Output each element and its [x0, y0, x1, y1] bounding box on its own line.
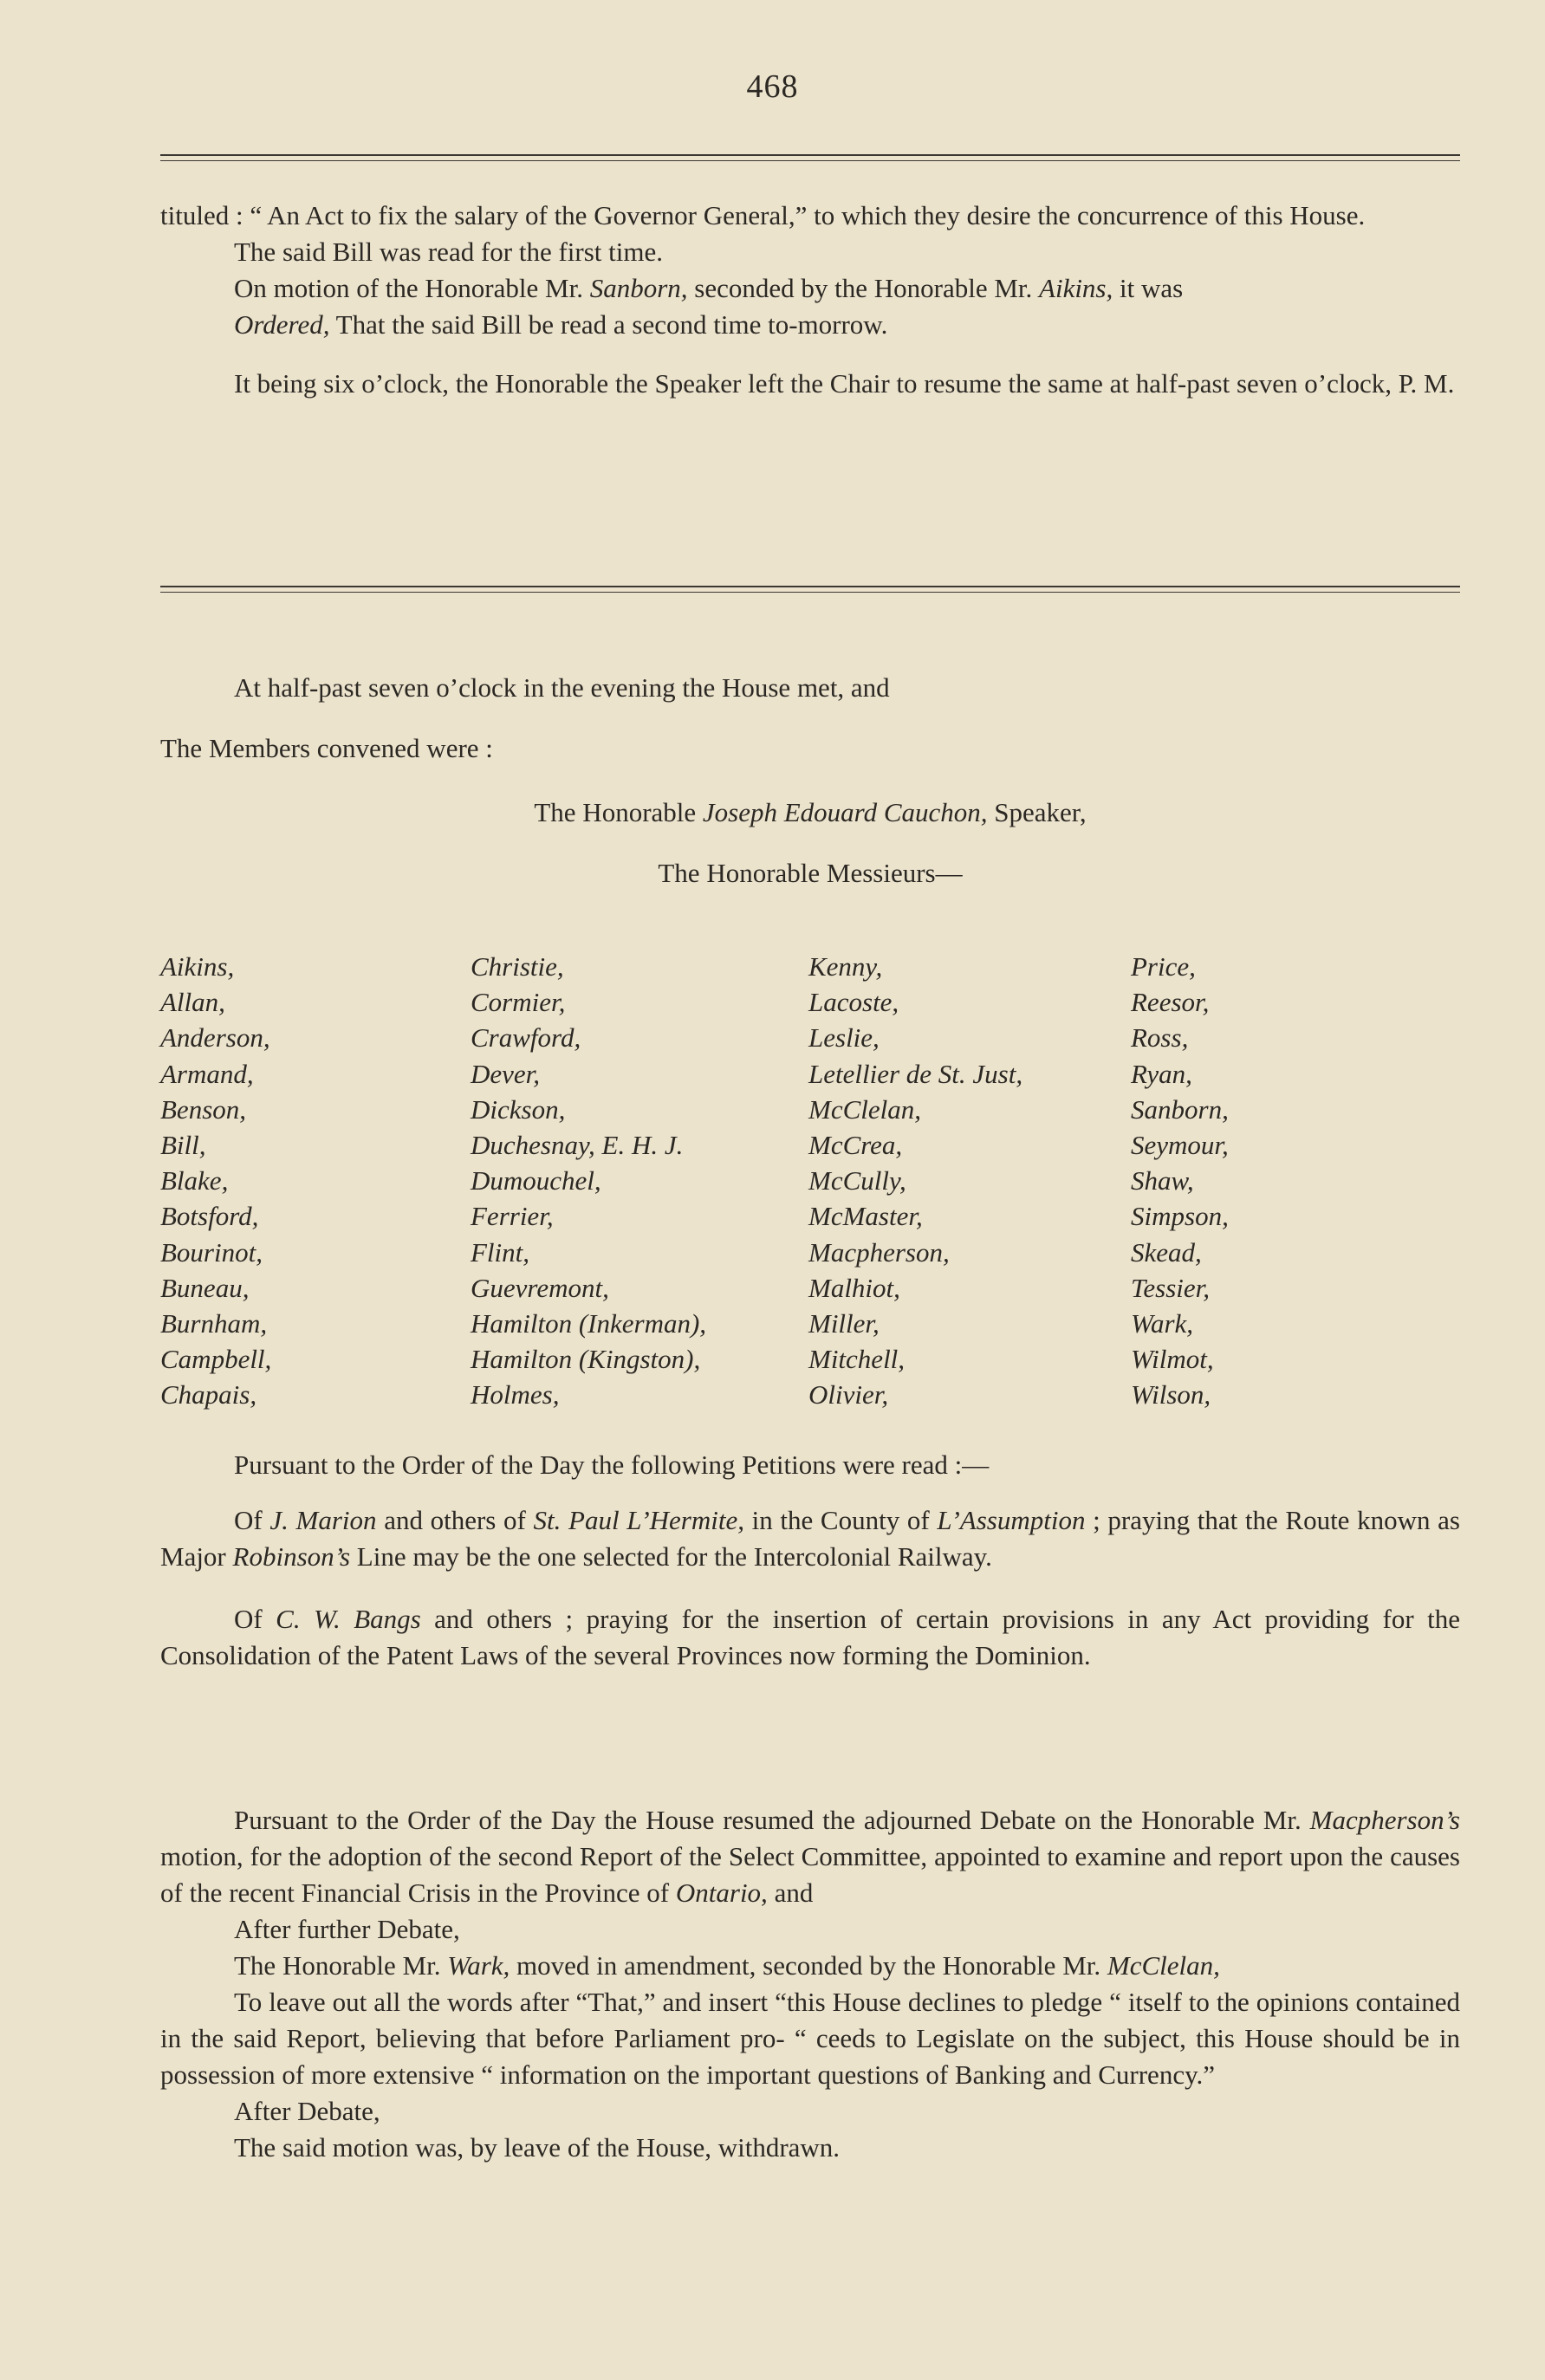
member-name: Price,: [1131, 951, 1196, 982]
top-section: [160, 198, 1460, 402]
speaker-line: The Honorable Joseph Edouard Cauchon, Speaker,: [534, 797, 1087, 827]
first-reading-paragraph: The said Bill was read for the first time.: [234, 237, 664, 267]
member-name: Hamilton (Kingston),: [471, 1344, 701, 1375]
member-name: Dumouchel,: [471, 1165, 601, 1196]
member-name: Sanborn,: [1131, 1093, 1229, 1125]
member-name: Kenny,: [808, 951, 883, 982]
member-name: Lacoste,: [808, 987, 899, 1018]
member-name: McCrea,: [808, 1130, 903, 1161]
member-name: Leslie,: [808, 1022, 880, 1054]
member-name: Ross,: [1131, 1022, 1189, 1054]
member-name: Ryan,: [1131, 1058, 1192, 1089]
withdrawn-line: The said motion was, by leave of the House, withdrawn.: [234, 2132, 841, 2163]
adjournment-paragraph: It being six o’clock, the Honorable the Speaker left the Chair to resume the same at half-past seven o’clock, P. M.: [234, 368, 1455, 399]
member-name: Skead,: [1131, 1236, 1202, 1268]
debate-paragraph: Pursuant to the Order of the Day the House resumed the adjourned Debate on the Honorable Mr. Macpherson’s motion, for the adoption of the second Report of the Select Committee, appointed to examine and report upon the causes of the recent Financial Crisis in the Province of Ontario, and: [160, 1805, 1460, 1908]
member-name: Ferrier,: [471, 1201, 554, 1232]
member-name: Wark,: [1131, 1308, 1194, 1339]
member-name: Flint,: [471, 1236, 530, 1268]
member-name: Allan,: [160, 987, 225, 1018]
section-rule: [160, 586, 1460, 593]
member-name: Anderson,: [160, 1022, 270, 1054]
member-name: Aikins,: [160, 951, 235, 982]
petition-marion: Of J. Marion and others of St. Paul L’Hermite, in the County of L’Assumption ; praying that the Route known as Major Robinson’s Line may be the one selected for the Intercolonial Railway.: [160, 1505, 1460, 1572]
page-number: 468: [746, 68, 799, 105]
member-name: Simpson,: [1131, 1201, 1229, 1232]
member-name: Letellier de St. Just,: [808, 1058, 1023, 1089]
member-name: McCully,: [808, 1165, 906, 1196]
petitions-intro: Pursuant to the Order of the Day the following Petitions were read :—: [234, 1449, 990, 1480]
member-name: Botsford,: [160, 1201, 259, 1232]
member-name: Burnham,: [160, 1308, 268, 1339]
member-name: Olivier,: [808, 1379, 889, 1410]
member-name: Tessier,: [1131, 1272, 1211, 1303]
member-name: Miller,: [808, 1308, 880, 1339]
member-name: Holmes,: [471, 1379, 560, 1410]
members-column-3: [808, 949, 1022, 1413]
member-name: Armand,: [160, 1058, 254, 1089]
member-name: Buneau,: [160, 1272, 250, 1303]
debate-section: [160, 1802, 1460, 2166]
member-name: Blake,: [160, 1165, 229, 1196]
members-column-4: [1131, 949, 1229, 1413]
house-met-line: At half-past seven o’clock in the evening the House met, and: [234, 672, 890, 703]
member-name: Dickson,: [471, 1093, 566, 1125]
member-name: Shaw,: [1131, 1165, 1194, 1196]
member-name: Bourinot,: [160, 1236, 263, 1268]
member-name: Malhiot,: [808, 1272, 900, 1303]
petition-bangs: Of C. W. Bangs and others ; praying for the insertion of certain provisions in any Act providing for the Consolidation of the Patent Laws of the several Provinces now forming the Dominion.: [160, 1604, 1460, 1670]
member-name: Reesor,: [1131, 987, 1210, 1018]
member-name: McMaster,: [808, 1201, 923, 1232]
member-name: Bill,: [160, 1130, 206, 1161]
members-convened-line: The Members convened were :: [160, 733, 493, 763]
further-debate-line: After further Debate,: [234, 1914, 460, 1944]
member-name: Guevremont,: [471, 1272, 609, 1303]
member-name: Christie,: [471, 951, 564, 982]
member-name: Mitchell,: [808, 1344, 906, 1375]
after-debate-line: After Debate,: [234, 2096, 380, 2126]
amendment-text: To leave out all the words after “That,” and insert “this House declines to pledge “ itself to the opinions contained in the said Report, believing that before Parliament pro- “ ceeds to Legislate on the subject, this House should be in possession of more extensive “ information on the important questions of Banking and Currency.”: [160, 1987, 1460, 2090]
motion-paragraph: On motion of the Honorable Mr. Sanborn, seconded by the Honorable Mr. Aikins, it was: [234, 273, 1184, 303]
evening-section: [160, 670, 1460, 892]
amendment-paragraph: The Honorable Mr. Wark, moved in amendment, seconded by the Honorable Mr. McClelan,: [234, 1950, 1220, 1981]
member-name: Hamilton (Inkerman),: [471, 1308, 707, 1339]
member-name: Crawford,: [471, 1022, 581, 1054]
messieurs-heading: The Honorable Messieurs—: [658, 858, 963, 888]
petitions-section: [160, 1447, 1460, 1674]
members-column-1: [160, 949, 271, 1413]
header-rule: [160, 154, 1460, 161]
member-name: Campbell,: [160, 1344, 272, 1375]
member-name: Seymour,: [1131, 1130, 1229, 1161]
member-name: Duchesnay, E. H. J.: [471, 1130, 684, 1161]
member-name: Macpherson,: [808, 1236, 950, 1268]
ordered-paragraph: Ordered, That the said Bill be read a second time to-morrow.: [234, 309, 888, 340]
member-name: Benson,: [160, 1093, 247, 1125]
member-name: Dever,: [471, 1058, 541, 1089]
member-name: McClelan,: [808, 1093, 921, 1125]
bill-title-paragraph: tituled : “ An Act to fix the salary of the Governor General,” to which they desire the concurrence of this House.: [160, 200, 1366, 230]
member-name: Cormier,: [471, 987, 566, 1018]
member-name: Wilmot,: [1131, 1344, 1214, 1375]
member-name: Wilson,: [1131, 1379, 1211, 1410]
members-column-2: [471, 949, 706, 1413]
member-name: Chapais,: [160, 1379, 257, 1410]
